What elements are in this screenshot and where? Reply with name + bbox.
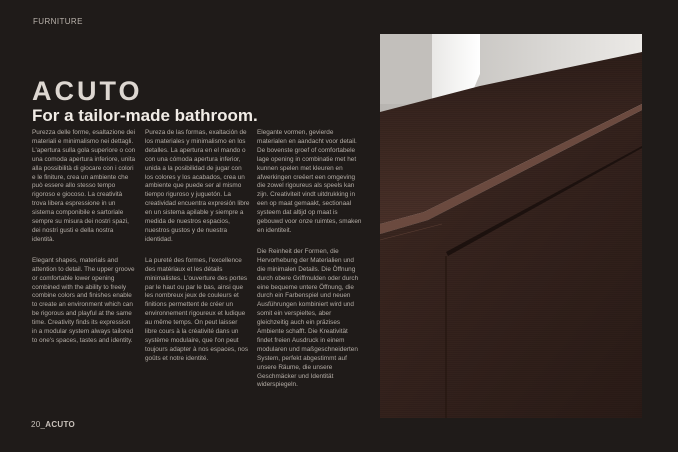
text-column-italian-english (32, 129, 137, 358)
product-title: ACUTO (32, 76, 143, 106)
paragraph-french: La pureté des formes, l'excellence des matériaux et les détails minimalistes. L'ouverture des portes par le haut ou par le bas, ainsi que les nombreux jeux de couleurs et finitions permettent de créer un environnement rigoureux et ludique au même temps. On peut laisser libre cours à la créativité dans un système modulaire, que l'on peut toujours adapter à nos espaces, nos goûts et notre identité. (145, 256, 249, 362)
paragraph-italian: Purezza delle forme, esaltazione dei materiali e minimalismo nei dettagli. L'apertura sulla gola superiore o con una comoda apertura inferiore, unita alla possibilità di giocare con i colori e le finiture, crea un ambiente che può essere allo stesso tempo rigoroso e giocoso. La creatività trova libera espressione in un sistema componibile e sartoriale sempre su misura dei nostri spazi, dei nostri gusti e della nostra identità. (32, 129, 136, 243)
section-label: FURNITURE (33, 17, 83, 26)
product-tagline: For a tailor-made bathroom. (32, 106, 258, 125)
page-footer (31, 420, 75, 429)
paragraph-german: Die Reinheit der Formen, die Hervorhebung der Materialien und die minimalen Details. Die Öffnung durch obere Griffmulden oder durch eine bequeme untere Öffnung, die durch ein Farbenspiel und neuen Ausführungen kombiniert wird und somit ein verspieltes, aber gleichzeitig auch ein präzises Ambiente schafft. Die Kreativität findet freien Ausdruck in einem modularen und maßgeschneiderten System, perfekt abgestimmt auf unsere Räume, die unsere Geschmäcker und Identität widerspiegeln. (257, 247, 359, 389)
product-photo (380, 34, 642, 418)
paragraph-dutch: Elegante vormen, gevierde materialen en aandacht voor detail. De bovenste groef of comfortabele lage opening in combinatie met het kunnen spelen met kleuren en afwerkingen creëert een omgeving die zowel rigoureus als speels kan zijn. Creativiteit vindt uitdrukking in een op maat gemaakt, sectionaal systeem dat altijd op maat is gebouwd voor onze ruimtes, smaken en identiteit. (257, 129, 362, 234)
text-column-spanish-french (145, 129, 250, 376)
text-column-dutch-german (257, 129, 362, 402)
paragraph-spanish: Pureza de las formas, exaltación de los materiales y minimalismo en los detalles. La apertura en el mando o con una cómoda apertura inferior, unida a la posibilidad de jugar con los colores y los acabados, crea un ambiente que puede ser al mismo tiempo riguroso y juguetón. La creatividad encuentra expresión libre en un sistema apilable y siempre a medida de nuestros espacios, nuestros gustos y de nuestra identidad. (145, 129, 250, 243)
footer-brand: ACUTO (45, 420, 76, 429)
paragraph-english: Elegant shapes, materials and attention to detail. The upper groove or comfortable lower opening combined with the ability to freely combine colors and finishes enable to create an environment which can be rigorous and playful at the same time. Creativity finds its expression in a modular system always tailored to one's spaces, tastes and identity. (32, 256, 135, 344)
page-number: 20_ (31, 420, 46, 429)
